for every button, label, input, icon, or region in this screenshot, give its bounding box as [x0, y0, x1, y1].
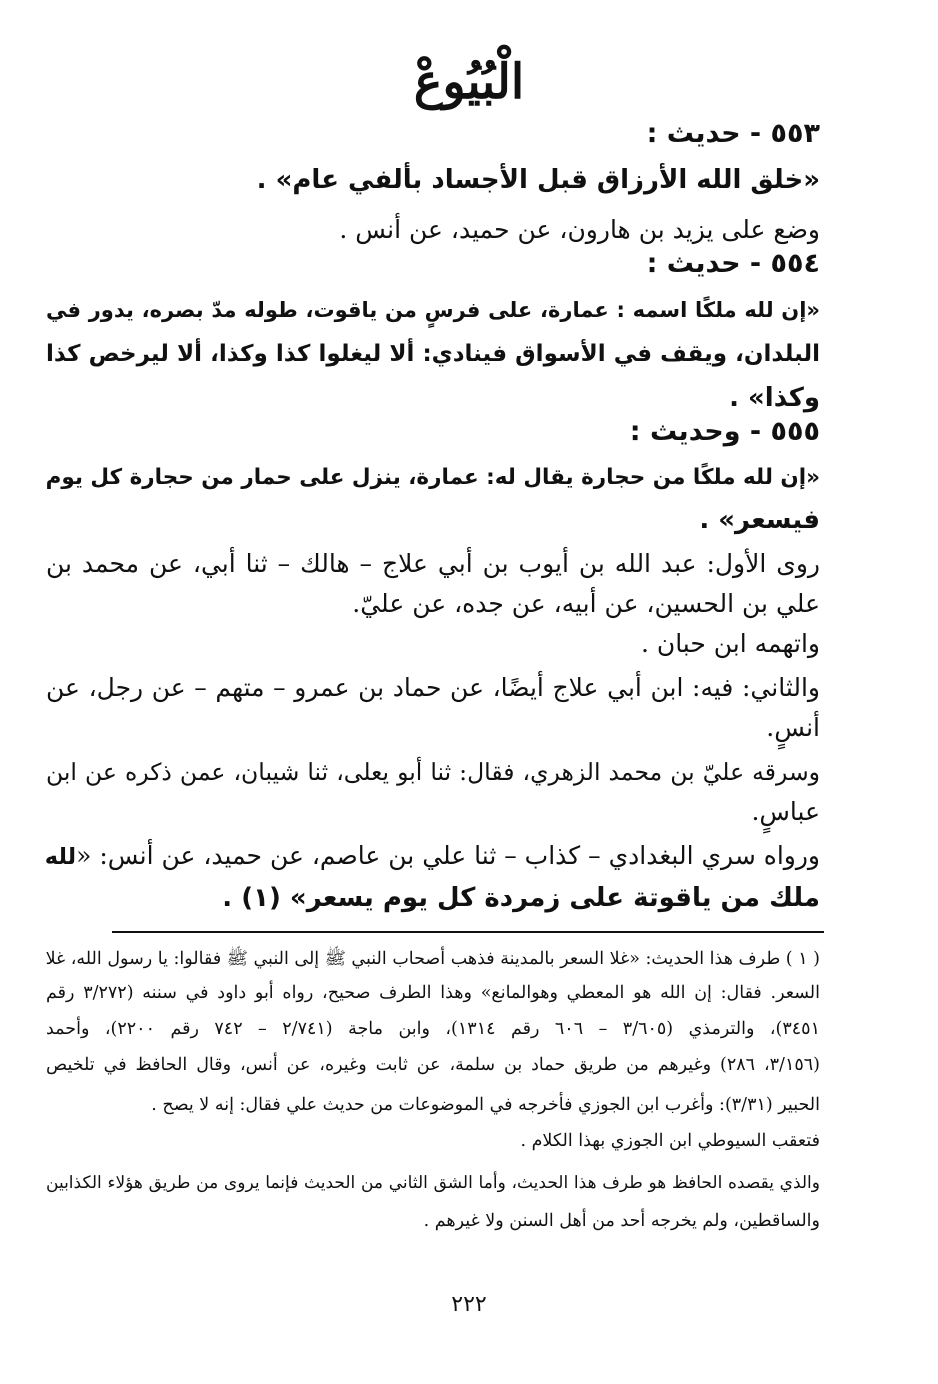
- narration-p5-line-1: [46, 836, 820, 877]
- narration-p1-line-2: علي بن الحسين، عن أبيه، عن جده، عن عليّ.: [352, 589, 820, 618]
- hadith-553-heading: ٥٥٣ - حديث :: [646, 118, 820, 149]
- narration-p3-line-2: أنسٍ.: [766, 713, 820, 742]
- hadith-554-text-line-2: البلدان، ويقف في الأسواق فينادي: ألا ليغلوا كذا وكذا، ألا ليرخص كذا: [46, 341, 820, 367]
- hadith-554-text-line-1: «إن لله ملكًا اسمه : عمارة، على فرسٍ من ياقوت، طوله مدّ بصره، يدور في: [46, 298, 820, 322]
- narration-p3-line-1: والثاني: فيه: ابن أبي علاج أيضًا، عن حماد بن عمرو – متهم – عن رجل، عن: [46, 673, 820, 702]
- page-number: ٢٢٢: [451, 1292, 487, 1317]
- hadith-555-text-line-1: «إن لله ملكًا من حجارة يقال له: عمارة، ينزل على حمار من حجارة كل يوم: [45, 465, 820, 490]
- footnote-line-3: ٣٤٥١)، والترمذي (٣/٦٠٥ – ٦٠٦ رقم ١٣١٤)، وابن ماجة (٢/٧٤١ – ٧٤٢ رقم ٢٢٠٠)، وأحمد: [46, 1019, 820, 1039]
- footnote-line-2: السعر. فقال: إن الله هو المعطي وهوالمانع» وهذا الطرف صحيح، رواه أبو داود في سننه (٣/٢٧٢ رقم: [46, 983, 820, 1003]
- footnote-line-4: (٣/١٥٦، ٢٨٦) وغيرهم من طريق حماد بن سلمة، عن ثابت وغيره، عن أنس، وقال الحافظ في تلخيص: [46, 1055, 820, 1075]
- narration-p4-line-2: عباسٍ.: [751, 797, 820, 826]
- hadith-554-text-line-3: وكذا» .: [729, 383, 820, 413]
- narration-p2: واتهمه ابن حبان .: [640, 629, 820, 658]
- narration-p5-line-1-regular: ورواه سري البغدادي – كذاب – ثنا علي بن عاصم، عن حميد، عن أنس: «: [76, 841, 820, 870]
- hadith-555-text-line-2: فيسعر» .: [699, 505, 820, 535]
- narration-p5-line-1-bold: لله: [44, 844, 77, 870]
- narration-p4-line-1: وسرقه عليّ بن محمد الزهري، فقال: ثنا أبو يعلى، ثنا شيبان، عمن ذكره عن ابن: [46, 758, 820, 786]
- footnote-line-1: ( ١ ) طرف هذا الحديث: «غلا السعر بالمدينة فذهب أصحاب النبي ﷺ إلى النبي ﷺ فقالوا: يا رسول الله، غلا: [45, 949, 820, 969]
- hadith-554-heading: ٥٥٤ - حديث :: [646, 248, 820, 279]
- footnote-line-5: الحبير (٣/٣١): وأغرب ابن الجوزي فأخرجه في الموضوعات من حديث علي فقال: إنه لا يصح .: [151, 1095, 820, 1115]
- footnote-separator: [112, 931, 824, 933]
- footnote-line-7: والذي يقصده الحافظ هو طرف هذا الحديث، وأما الشق الثاني من الحديث فإنما يروى من طريق هؤلاء الكذابين: [46, 1173, 820, 1193]
- narration-p5-line-2: ملك من ياقوتة على زمردة كل يوم يسعر» (١) .: [222, 883, 820, 913]
- chapter-title: الْبُيُوعْ: [413, 54, 525, 110]
- footnote-line-8: والساقطين، ولم يخرجه أحد من أهل السنن ولا غيرهم .: [423, 1211, 820, 1231]
- narration-p1-line-1: روى الأول: عبد الله بن أيوب بن أبي علاج – هالك – ثنا أبي، عن محمد بن: [46, 549, 820, 578]
- hadith-553-note: وضع على يزيد بن هارون، عن حميد، عن أنس .: [339, 215, 820, 244]
- hadith-553-text: «خلق الله الأرزاق قبل الأجساد بألفي عام» .: [256, 165, 820, 195]
- hadith-555-heading: ٥٥٥ - وحديث :: [629, 416, 820, 447]
- footnote-line-6: فتعقب السيوطي ابن الجوزي بهذا الكلام .: [520, 1131, 820, 1151]
